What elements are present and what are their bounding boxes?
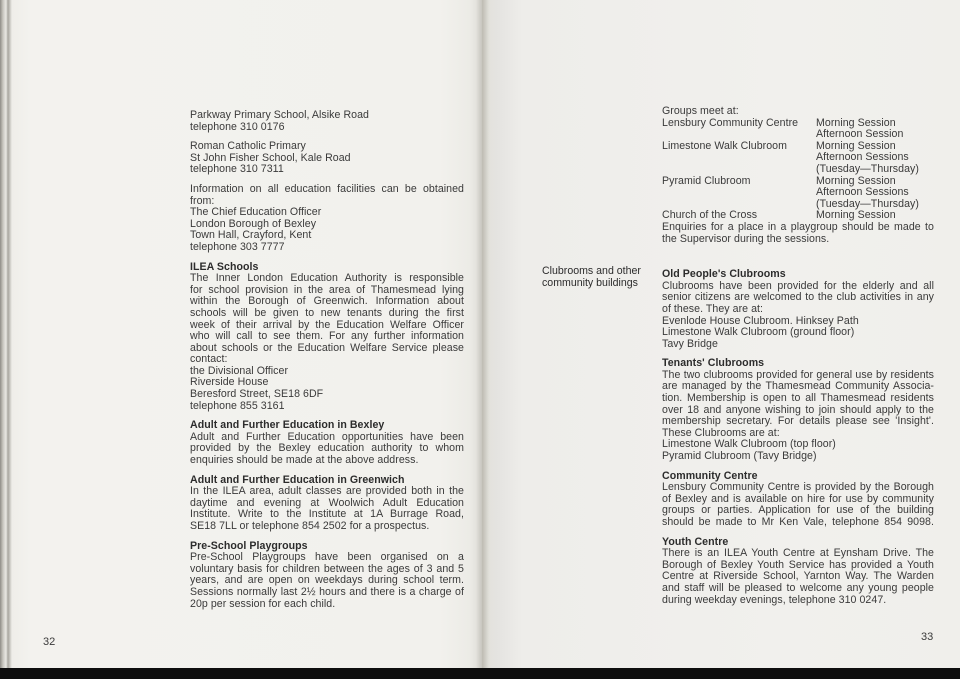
education-info-entry — [190, 184, 464, 254]
page-number-left: 32 — [43, 636, 56, 648]
paragraph-line: about schools or the Education Welfare Service please — [190, 341, 464, 354]
paragraph-line: SE18 7LL or telephone 854 2502 for a prospectus. — [190, 520, 430, 532]
venue-name: Limestone Walk Clubroom — [662, 139, 787, 152]
session-days: (Tuesday—Thursday) — [816, 162, 919, 175]
session-time: Morning Session — [816, 116, 896, 129]
paragraph-line: of these. They are at: — [662, 302, 764, 315]
sessions-table — [662, 118, 934, 222]
session-times — [816, 141, 919, 176]
page-number-right: 33 — [921, 631, 934, 643]
paragraph-line: who will call to see them. For any further information — [190, 330, 464, 343]
clubroom-location: Evenlode House Clubroom. Hinksey Path — [662, 314, 859, 327]
section-heading: Adult and Further Education in Greenwich — [190, 473, 405, 486]
roman-catholic-school-entry — [190, 141, 464, 176]
section-heading: Adult and Further Education in Bexley — [190, 419, 385, 432]
paragraph-line: voluntary basis for children between the ages of 3 and 5 — [190, 562, 464, 575]
session-row — [662, 210, 934, 222]
section-heading: Old People's Clubrooms — [662, 268, 786, 281]
session-time: Morning Session — [816, 139, 896, 152]
session-time: Afternoon Sessions — [816, 186, 909, 199]
paragraph-line: These Clubrooms are at: — [662, 426, 780, 439]
clubroom-location: Pyramid Clubroom (Tavy Bridge) — [662, 450, 817, 463]
left-page-column — [190, 110, 464, 618]
paragraph-line: senior citizens are welcomed to the club activities in any — [662, 291, 934, 304]
venue-name: Pyramid Clubroom — [662, 174, 751, 187]
section-youth-centre — [662, 537, 934, 607]
section-heading: Community Centre — [662, 469, 758, 482]
paragraph-line: during weekday evenings, telephone 310 0247. — [662, 593, 887, 606]
groups-intro: Groups meet at: — [662, 105, 739, 117]
section-pre-school-playgroups — [190, 541, 464, 611]
paragraph-line: within the Borough of Greenwich. Information about — [190, 295, 464, 308]
contact-address: Town Hall, Crayford, Kent — [190, 229, 312, 242]
paragraph-line: daytime and evening at Woolwich Adult Education — [190, 496, 464, 509]
parkway-school-entry — [190, 110, 464, 133]
paragraph-line: from: — [190, 194, 215, 207]
paragraph-line: of Bexley and is available on hire for use by community — [662, 492, 934, 505]
paragraph-line: Sessions normally last 2½ hours and there is a charge of — [190, 585, 464, 598]
paragraph-line: Borough of Bexley Youth Service has provided a Youth — [662, 558, 934, 571]
paragraph-line: and staff will be pleased to welcome any young people — [662, 581, 934, 594]
paragraph-line: provided by the Bexley education authority to whom — [190, 442, 464, 455]
session-time: Afternoon Sessions — [816, 151, 909, 164]
telephone: telephone 310 0176 — [190, 120, 285, 133]
paragraph-line: Pre-School Playgroups have been organised on a — [190, 551, 464, 564]
paragraph-line: Information on all education facilities can be obtained — [190, 182, 464, 195]
paragraph-line: tion. Membership is open to all Thamesmead residents — [662, 392, 934, 405]
section-community-centre — [662, 471, 934, 529]
school-name: St John Fisher School, Kale Road — [190, 151, 351, 164]
paragraph-line: are managed by the Thamesmead Community Associa- — [662, 380, 934, 393]
section-tenants-clubrooms — [662, 358, 934, 462]
section-adult-education-bexley — [190, 420, 464, 466]
section-heading: Youth Centre — [662, 535, 729, 548]
paragraph-line: schools will be given to new tenants during the first — [190, 306, 464, 319]
contact-title: The Chief Education Officer — [190, 206, 322, 219]
paragraph-line: for school provision in the area of Thamesmead lying — [190, 283, 464, 296]
contact-title: the Divisional Officer — [190, 364, 289, 377]
playgroup-sessions — [662, 106, 934, 245]
paragraph-line: years, and are open on weekdays during school term. — [190, 574, 464, 587]
paragraph-line: There is an ILEA Youth Centre at Eynsham Drive. The — [662, 547, 934, 560]
clubroom-location: Tavy Bridge — [662, 337, 718, 350]
contact-org: London Borough of Bexley — [190, 217, 317, 230]
paragraph-line: contact: — [190, 353, 228, 366]
section-heading: ILEA Schools — [190, 260, 259, 273]
clubroom-location: Limestone Walk Clubroom (top floor) — [662, 438, 836, 451]
side-heading-clubrooms — [542, 266, 652, 289]
paragraph-line: Centre at Riverside School, Yarnton Way. The Warden — [662, 570, 934, 583]
paragraph-line: over 18 and anyone wishing to join should apply to the — [662, 403, 934, 416]
session-days: (Tuesday—Thursday) — [816, 197, 919, 210]
section-old-peoples-clubrooms — [662, 269, 934, 350]
contact-address: Beresford Street, SE18 6DF — [190, 388, 324, 401]
session-times — [816, 176, 919, 211]
paragraph-line: 20p per session for each child. — [190, 597, 336, 610]
section-heading: Pre-School Playgroups — [190, 539, 308, 552]
paragraph-line: Clubrooms have been provided for the elderly and all — [662, 279, 934, 292]
session-times — [816, 118, 903, 141]
right-page-column — [662, 106, 934, 614]
venue-name: Lensbury Community Centre — [662, 116, 799, 129]
clubroom-location: Limestone Walk Clubroom (ground floor) — [662, 326, 855, 339]
paragraph-line: Adult and Further Education opportunities have been — [190, 430, 464, 443]
side-heading-line: Clubrooms and other — [542, 265, 641, 277]
side-heading-line: community buildings — [542, 276, 638, 289]
session-row — [662, 176, 934, 211]
paragraph-line: groups or parties. Application for use of the building — [662, 504, 934, 517]
telephone: telephone 310 7311 — [190, 163, 284, 176]
paragraph-line: Enquiries for a place in a playgroup should be made to — [662, 220, 934, 233]
book-gutter — [476, 0, 490, 670]
paragraph-line: Lensbury Community Centre is provided by the Borough — [662, 481, 934, 494]
paragraph-line: should be made to Mr Ken Vale, telephone 854 9098. — [662, 516, 934, 528]
paragraph-line: Institute. Write to the Institute at 1A Burrage Road, — [190, 508, 464, 521]
paragraph-line: the Supervisor during the sessions. — [662, 232, 830, 245]
contact-building: Riverside House — [190, 376, 269, 389]
section-adult-education-greenwich — [190, 475, 464, 533]
section-ilea-schools — [190, 262, 464, 413]
paragraph-line: enquiries should be made at the above address. — [190, 454, 419, 467]
school-name: Parkway Primary School, Alsike Road — [190, 109, 369, 121]
session-times — [816, 210, 896, 222]
paragraph-line: In the ILEA area, adult classes are provided both in the — [190, 485, 464, 498]
paragraph-line: The Inner London Education Authority is responsible — [190, 272, 464, 285]
telephone: telephone 303 7777 — [190, 240, 285, 253]
session-time: Morning Session — [816, 174, 896, 187]
telephone: telephone 855 3161 — [190, 399, 285, 412]
paragraph-line: membership secretary. For details please see 'Insight'. — [662, 415, 934, 428]
scan-background — [0, 668, 960, 679]
paragraph-line: week of their arrival by the Education Welfare Officer — [190, 318, 464, 331]
session-time: Afternoon Session — [816, 128, 904, 141]
session-time: Morning Session — [816, 209, 896, 222]
venue-name: Church of the Cross — [662, 209, 758, 222]
session-row — [662, 118, 934, 141]
section-heading: Tenants' Clubrooms — [662, 357, 765, 370]
school-type: Roman Catholic Primary — [190, 140, 306, 153]
paragraph-line: The two clubrooms provided for general use by residents — [662, 368, 934, 381]
session-row — [662, 141, 934, 176]
